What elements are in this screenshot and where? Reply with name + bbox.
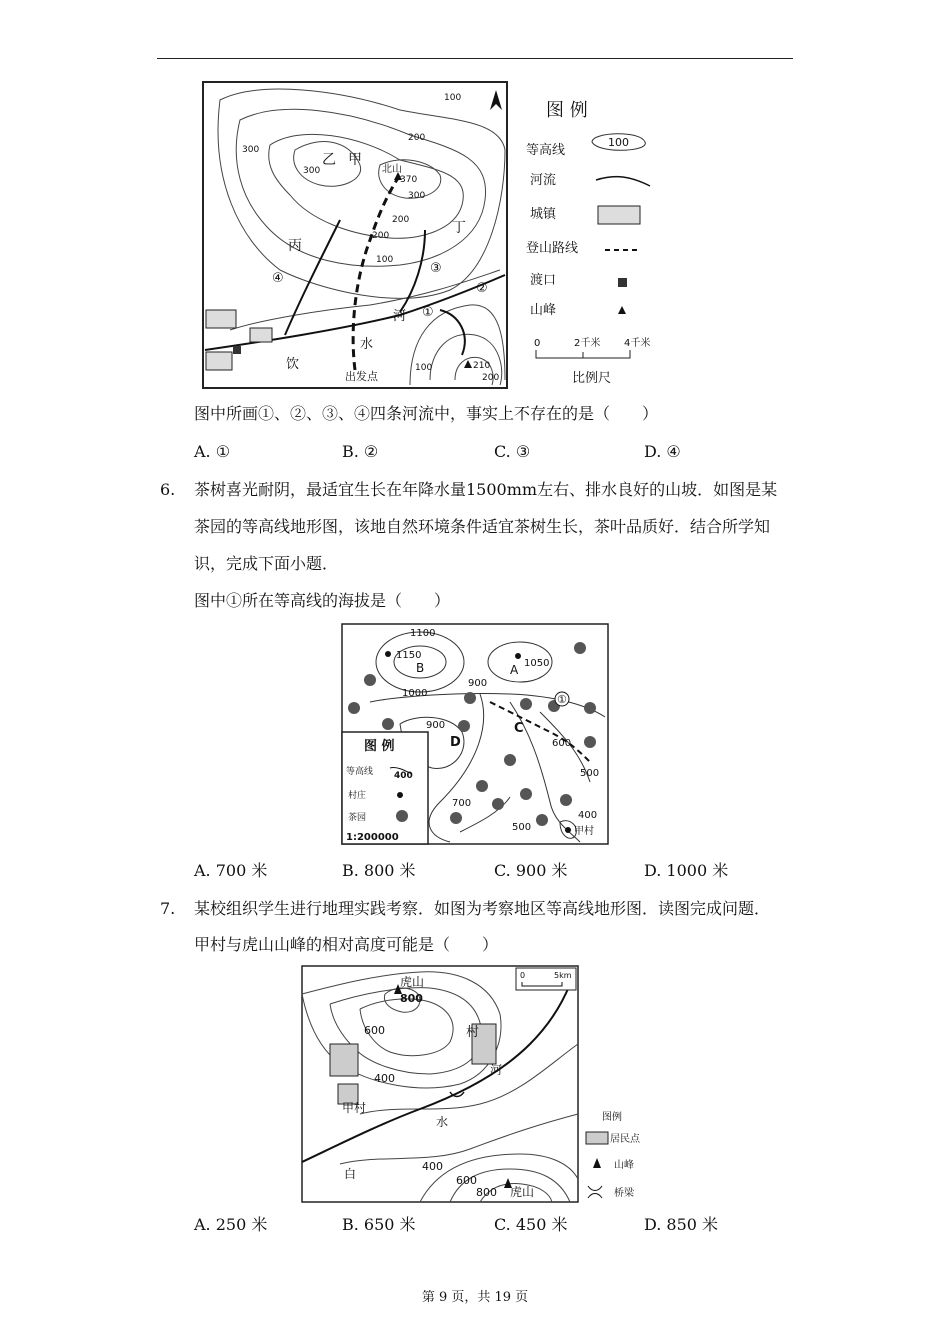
q7-option-c[interactable]: C. 450 米: [494, 1215, 568, 1234]
q5-option-d[interactable]: D. ④: [644, 442, 681, 461]
q5-legend-contour-sample: 100: [608, 136, 629, 149]
q5-contour-label: 300: [408, 191, 426, 201]
q7-number: 7.: [160, 899, 176, 918]
q5-legend-item: 等高线: [526, 143, 566, 158]
q6-contour-label: 600: [552, 738, 572, 749]
q7-village: 甲村: [342, 1101, 367, 1115]
q5-river-number-2: ②: [476, 281, 488, 296]
q6-contour-label: 1100: [410, 628, 436, 639]
q5-peak-name: 北山: [382, 164, 402, 175]
q5-contour-label: 300: [242, 145, 260, 155]
q7-option-a[interactable]: A. 250 米: [194, 1215, 268, 1234]
q6-stem-line-1: 茶树喜光耐阴，最适宜生长在年降水量1500mm左右、排水良好的山坡．如图是某: [194, 480, 778, 499]
q7-legend-item: 桥梁: [614, 1188, 634, 1199]
q5-question: 图中所画①、②、③、④四条河流中，事实上不存在的是（ ）: [194, 404, 659, 423]
q6-legend-title: 图 例: [364, 739, 395, 754]
q5-legend-item: 登山路线: [526, 241, 579, 256]
q5-contour-label: 100: [444, 93, 462, 103]
q5-place-label: 丁: [452, 220, 466, 236]
q7-legend: [582, 1108, 652, 1204]
q7-peak-south: 虎山: [510, 1185, 535, 1199]
q6-question: 图中①所在等高线的海拔是（ ）: [194, 591, 451, 610]
header-rule: [157, 58, 793, 59]
q6-stem-line-3: 识，完成下面小题．: [194, 554, 339, 573]
q6-contour-label: 1150: [396, 650, 422, 661]
q6-circle-label: ①: [557, 693, 567, 706]
q5-river-number-4: ④: [272, 271, 284, 286]
q7-peak-north: 虎山: [400, 975, 425, 989]
q5-legend-item: 渡口: [530, 273, 557, 288]
q6-contour-label: 900: [468, 678, 488, 689]
q6-legend-scale: 1:200000: [346, 832, 399, 843]
q5-place-label: 甲: [348, 152, 362, 168]
q5-place-label: 乙: [322, 152, 336, 168]
q5-legend-item: 河流: [530, 173, 557, 188]
q6-legend-item: 村庄: [348, 791, 367, 801]
q5-start-point: 出发点: [345, 370, 378, 383]
q7-legend-item: 居民点: [610, 1134, 640, 1145]
q5-south-peak: 210: [473, 361, 491, 371]
q7-question: 甲村与虎山山峰的相对高度可能是（ ）: [194, 935, 499, 954]
q5-topographic-map: [200, 80, 670, 392]
q5-river-char: 河: [393, 309, 407, 324]
q5-option-a[interactable]: A. ①: [194, 442, 231, 461]
q6-option-a[interactable]: A. 700 米: [194, 861, 268, 880]
q7-topographic-map: [300, 964, 582, 1204]
q7-option-b[interactable]: B. 650 米: [342, 1215, 416, 1234]
q6-tea-garden-map: [340, 622, 610, 846]
q5-river-char: 水: [360, 337, 374, 352]
q5-peak-elevation: 370: [400, 175, 418, 185]
q7-contour-label: 600: [364, 1024, 385, 1037]
q5-legend-item: 山峰: [530, 303, 557, 318]
q7-legend-item: 山峰: [614, 1160, 634, 1171]
q5-legend-title: 图 例: [546, 100, 588, 121]
q5-place-label: 丙: [288, 238, 302, 254]
q6-letter: C: [514, 721, 524, 736]
page-footer: 第 9 页，共 19 页: [421, 1290, 529, 1305]
q6-number: 6.: [160, 480, 176, 499]
q7-river-char: 水: [436, 1115, 449, 1129]
q5-contour-label: 300: [303, 166, 321, 176]
q7-village: 村: [466, 1025, 480, 1040]
q7-contour-label: 600: [456, 1174, 477, 1187]
q7-contour-label: 400: [374, 1072, 395, 1085]
q7-contour-label: 800: [400, 992, 423, 1005]
q5-legend-item: 城镇: [530, 207, 557, 222]
q6-contour-label: 900: [426, 720, 446, 731]
q6-letter: D: [450, 735, 461, 750]
q5-river-char: 饮: [286, 357, 300, 372]
q7-stem: 某校组织学生进行地理实践考察．如图为考察地区等高线地形图．读图完成问题．: [194, 899, 771, 918]
q5-contour-label: 200: [482, 373, 500, 383]
q6-contour-label: 500: [580, 768, 600, 779]
q7-river-char: 河: [490, 1063, 503, 1077]
q5-river-number-3: ③: [430, 261, 442, 276]
q6-legend-item: 等高线: [346, 767, 374, 777]
q7-river-char: 白: [344, 1167, 357, 1181]
q5-scale-tick: 0: [534, 338, 541, 349]
q5-contour-label: 200: [392, 215, 410, 225]
q5-contour-label: 100: [376, 255, 394, 265]
q5-river-number-1: ①: [422, 305, 434, 320]
q6-stem-line-2: 茶园的等高线地形图，该地自然环境条件适宜茶树生长，茶叶品质好．结合所学知: [194, 517, 771, 536]
q7-contour-label: 800: [476, 1186, 497, 1199]
q5-contour-label: 200: [408, 133, 426, 143]
q6-legend-item: 茶园: [348, 813, 367, 823]
q7-scale: 0: [520, 971, 526, 980]
q5-option-b[interactable]: B. ②: [342, 442, 379, 461]
q6-option-c[interactable]: C. 900 米: [494, 861, 568, 880]
q6-contour-label: 1000: [402, 688, 428, 699]
q7-contour-label: 400: [422, 1160, 443, 1173]
q6-contour-label: 500: [512, 822, 532, 833]
q6-contour-label: 400: [578, 810, 598, 821]
q7-scale: 5km: [554, 971, 572, 980]
q5-scale-label: 比例尺: [572, 371, 612, 386]
q6-option-d[interactable]: D. 1000 米: [644, 861, 729, 880]
q6-contour-label: 700: [452, 798, 472, 809]
q6-letter: B: [416, 661, 425, 675]
q5-option-c[interactable]: C. ③: [494, 442, 531, 461]
q6-village: 甲村: [574, 826, 594, 837]
q5-contour-label: 200: [372, 231, 390, 241]
q5-scale-tick: 4千米: [624, 338, 651, 349]
q7-option-d[interactable]: D. 850 米: [644, 1215, 719, 1234]
q5-scale-tick: 2千米: [574, 338, 601, 349]
q6-contour-label: 1050: [524, 658, 550, 669]
q6-legend-contour-sample: 400: [394, 771, 413, 781]
q6-option-b[interactable]: B. 800 米: [342, 861, 416, 880]
q5-contour-label: 100: [415, 363, 433, 373]
q6-letter: A: [510, 663, 519, 677]
q7-legend-title: 图例: [602, 1112, 622, 1123]
